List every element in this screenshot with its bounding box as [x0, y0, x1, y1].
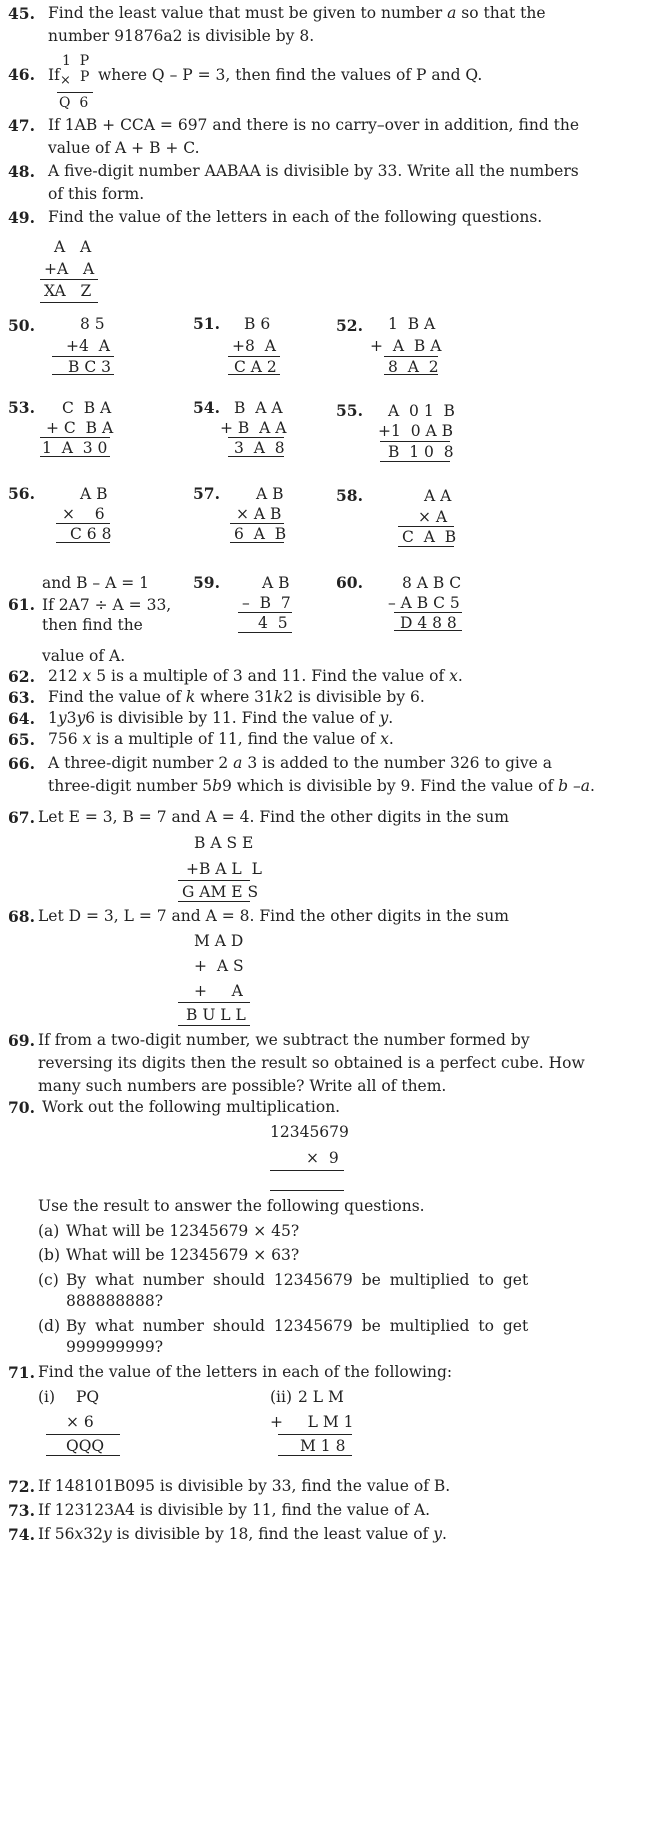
question-45: 45. Find the least value that must be given to number a so that the number 91876a2 is divisible by 8.	[8, 4, 546, 45]
question-number: 45.	[8, 4, 35, 23]
question-48: 48. A five-digit number AABAA is divisible by 33. Write all the numbers of this form.	[8, 162, 579, 203]
question-66: 66. A three-digit number 2 a 3 is added to the number 326 to give a three-digit number 5b9 which is divisible by 9. Find the value of b –a.	[8, 754, 595, 795]
question-63: 63. Find the value of k where 31k2 is divisible by 6.	[8, 688, 425, 707]
question-69: 69. If from a two-digit number, we subtract the number formed by reversing its digits then the result so obtained is a perfect cube. How many such numbers are possible? Write all of them.	[8, 1031, 585, 1095]
question-64: 64. 1y3y6 is divisible by 11. Find the value of y.	[8, 709, 394, 728]
question-74: 74. If 56x32y is divisible by 18, find the least value of y.	[8, 1525, 447, 1544]
question-72: 72. If 148101B095 is divisible by 33, find the value of B.	[8, 1477, 451, 1496]
question-73: 73. If 123123A4 is divisible by 11, find the value of A.	[8, 1501, 431, 1520]
question-65: 65. 756 x is a multiple of 11, find the value of x.	[8, 730, 394, 749]
question-62: 62. 212 x 5 is a multiple of 3 and 11. Find the value of x.	[8, 667, 463, 686]
question-47: 47. If 1AB + CCA = 697 and there is no carry–over in addition, find the value of A + B + C.	[8, 116, 580, 157]
